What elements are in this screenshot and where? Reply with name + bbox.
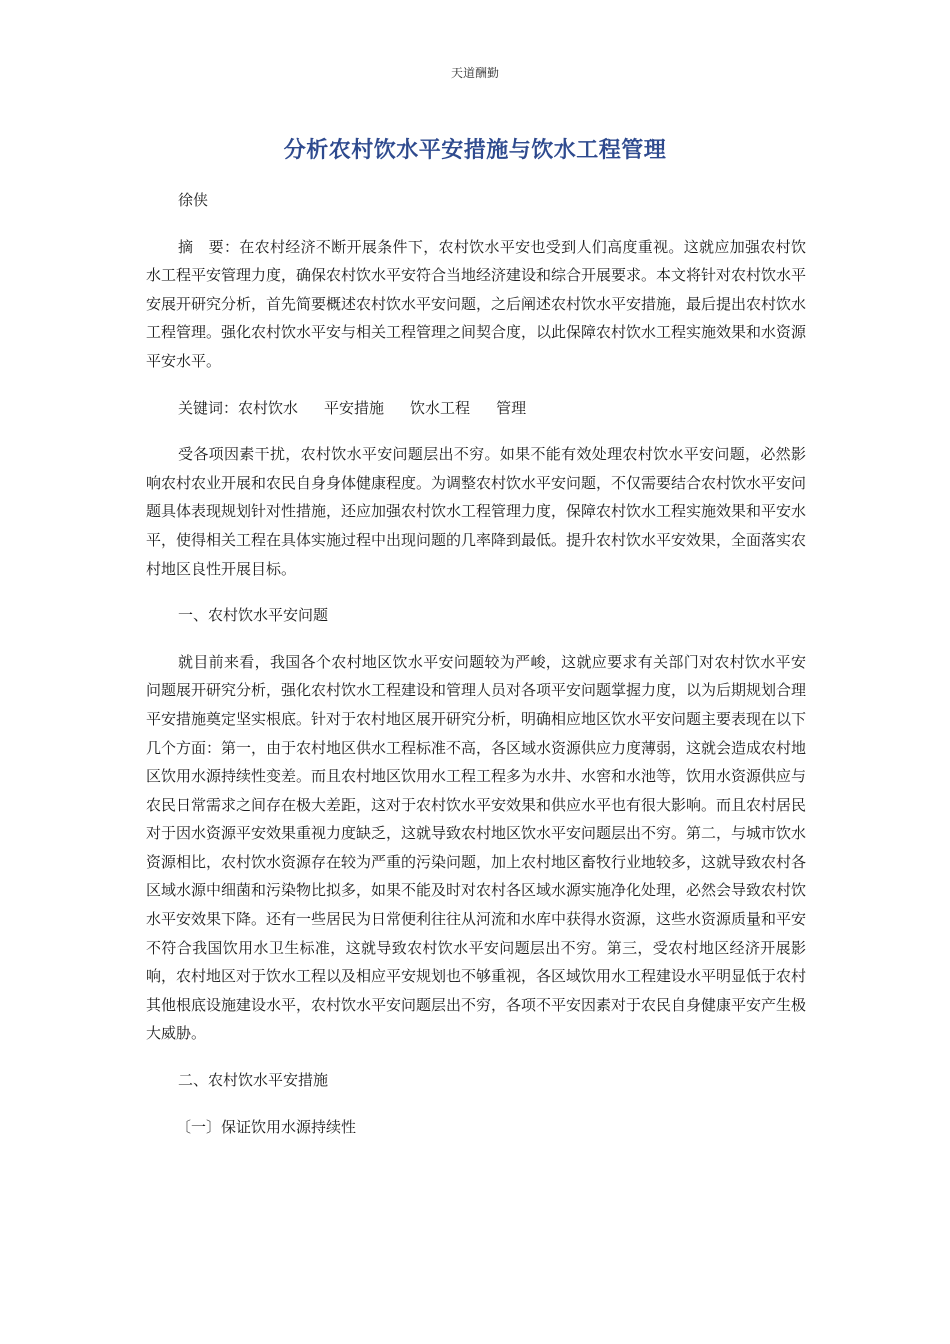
document-title: 分析农村饮水平安措施与饮水工程管理 xyxy=(283,138,667,163)
header-mark: 天道酬勤 xyxy=(450,66,499,80)
section-heading: 一、农村饮水平安问题 xyxy=(178,606,329,625)
section-heading: 二、农村饮水平安措施 xyxy=(178,1071,329,1090)
keyword: 管理 xyxy=(496,398,527,417)
section-paragraph: 就目前来看，我国各个农村地区饮水平安问题较为严峻，这就应要求有关部门对农村饮水平安问题展开研究分析，强化农村饮水工程建设和管理人员对各项平安问题掌握力度，以为后期规划合理平安措施奠定坚实根底。针对于农村地区展开研究分析，明确相应地区饮水平安问题主要表现在以下几个方面：第一，由于农村地区供水工程标准不高，各区域水资源供应力度薄弱，这就会造成农村地区饮用水源持续性变差。而且农村地区饮用水工程工程多为水井、水窖和水池等，饮用水资源供应与农民日常需求之间存在极大差距，这对于农村饮水平安效果和供应水平也有很大影响。而且农村居民对于因水资源平安效果重视力度缺乏，这就导致农村地区饮水平安问题层出不穷。第二，与城市饮水资源相比，农村饮水资源存在较为严重的污染问题，加上农村地区畜牧行业地较多，这就导致农村各区域水源中细菌和污染物比拟多，如果不能及时对农村各区域水源实施净化处理，必然会导致农村饮水平安效果下降。还有一些居民为日常便利往往从河流和水库中获得水资源，这些水资源质量和平安不符合我国饮用水卫生标准，这就导致农村饮水平安问题层出不穷。第三，受农村地区经济开展影响，农村地区对于饮水工程以及相应平安规划也不够重视，各区域饮用水工程建设水平明显低于农村其他根底设施建设水平，农村饮水平安问题层出不穷，各项不平安因素对于农民自身健康平安产生极大威胁。 xyxy=(146,652,807,1043)
abstract-paragraph: 摘 要：在农村经济不断开展条件下，农村饮水平安也受到人们高度重视。这就应加强农村饮水工程平安管理力度，确保农村饮水平安符合当地经济建设和综合开展要求。本文将针对农村饮水平安展开研究分析，首先简要概述农村饮水平安问题，之后阐述农村饮水平安措施，最后提出农村饮水工程管理。强化农村饮水平安与相关工程管理之间契合度，以此保障农村饮水工程实施效果和水资源平安水平。 xyxy=(146,237,807,370)
keyword: 农村饮水 xyxy=(238,398,299,417)
author-name: 徐侠 xyxy=(178,191,209,209)
intro-paragraph: 受各项因素干扰，农村饮水平安问题层出不穷。如果不能有效处理农村饮水平安问题，必然影响农村农业开展和农民自身身体健康程度。为调整农村饮水平安问题，不仅需要结合农村饮水平安问题具体表现规划针对性措施，还应加强农村饮水工程管理力度，保障农村饮水工程实施效果和平安水平，使得相关工程在具体实施过程中出现问题的几率降到最低。提升农村饮水平安效果，全面落实农村地区良性开展目标。 xyxy=(146,445,807,578)
keywords-label: 关键词： xyxy=(178,398,239,417)
keyword: 饮水工程 xyxy=(410,398,471,417)
document-body xyxy=(146,186,806,1141)
keywords-line xyxy=(146,394,806,423)
subsection-heading: 〔一〕保证饮用水源持续性 xyxy=(176,1117,357,1136)
keyword: 平安措施 xyxy=(324,398,385,417)
